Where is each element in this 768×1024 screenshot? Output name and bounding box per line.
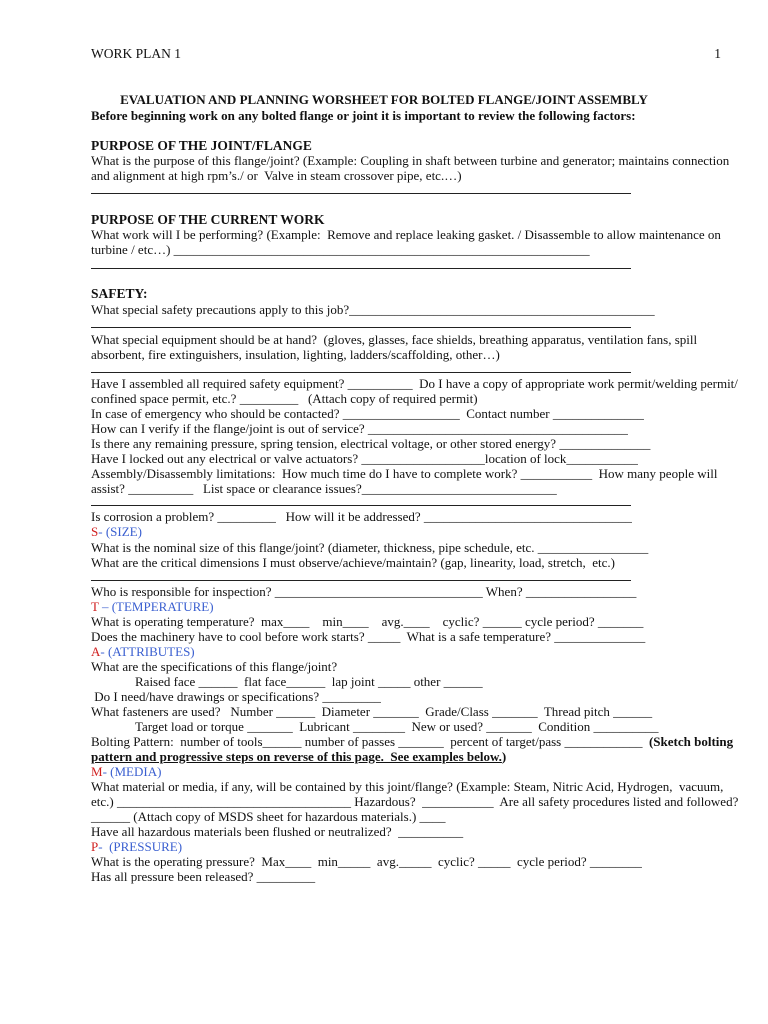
- answer-line: [91, 193, 631, 194]
- bolting-pattern-note: (Sketch bolting: [648, 734, 734, 749]
- temperature-question: What is operating temperature? max____ min____ avg.____ cyclic? ______ cycle period? _______: [91, 614, 644, 629]
- safety-question: What special equipment should be at hand? (gloves, glasses, face shields, breathing apparatus, ventilation fans, spill: [91, 332, 698, 347]
- media-key-letter: M: [91, 764, 103, 779]
- section-label-attributes: [91, 644, 195, 659]
- safety-question: absorbent, fire extinguishers, insulation, lighting, ladders/scaffolding, other…): [91, 347, 500, 362]
- pressure-question: What is the operating pressure? Max____ min_____ avg._____ cyclic? _____ cycle period? ________: [91, 854, 642, 869]
- size-key-letter: S: [91, 524, 99, 539]
- bolting-pattern-question: [91, 734, 733, 749]
- bolting-pattern-close: ): [501, 749, 507, 764]
- document-title: EVALUATION AND PLANNING WORSHEET FOR BOLTED FLANGE/JOINT ASSEMBLY: [120, 92, 648, 107]
- safety-question: Have I assembled all required safety equipment? __________ Do I have a copy of appropriate work permit/welding permit/: [91, 376, 738, 391]
- section-label-size: [91, 524, 142, 539]
- safety-question: Is there any remaining pressure, spring tension, electrical voltage, or other stored energy? ______________: [91, 436, 651, 451]
- purpose-joint-question-line-2: and alignment at high rpm’s./ or Valve in steam crossover pipe, etc.…): [91, 168, 462, 183]
- size-question: What are the critical dimensions I must observe/achieve/maintain? (gap, linearity, load, stretch, etc.): [91, 555, 616, 570]
- answer-line: [91, 268, 631, 269]
- attributes-question: What fasteners are used? Number ______ Diameter _______ Grade/Class _______ Thread pitch ______: [91, 704, 653, 719]
- page-number: 1: [714, 46, 721, 61]
- temperature-question: Does the machinery have to cool before work starts? _____ What is a safe temperature? ______________: [91, 629, 646, 644]
- section-label-temperature: [91, 599, 214, 614]
- section-heading-purpose-joint: PURPOSE OF THE JOINT/FLANGE: [91, 138, 312, 153]
- section-heading-purpose-work: PURPOSE OF THE CURRENT WORK: [91, 212, 325, 227]
- pressure-label-text: - (PRESSURE): [98, 839, 183, 854]
- pressure-question: Has all pressure been released? _________: [91, 869, 316, 884]
- answer-line: [91, 327, 631, 328]
- media-question: ______ (Attach copy of MSDS sheet for hazardous materials.) ____: [91, 809, 446, 824]
- size-label-text: - (SIZE): [98, 524, 142, 539]
- media-label-text: - (MEDIA): [102, 764, 162, 779]
- temperature-label-text: – (TEMPERATURE): [98, 599, 214, 614]
- media-question: Have all hazardous materials been flushed or neutralized? __________: [91, 824, 464, 839]
- size-question: What is the nominal size of this flange/joint? (diameter, thickness, pipe schedule, etc. _________________: [91, 540, 649, 555]
- attributes-key-letter: A: [91, 644, 101, 659]
- section-label-media: [91, 764, 161, 779]
- safety-question: Have I locked out any electrical or valve actuators? ___________________location of lock___________: [91, 451, 638, 466]
- answer-line: [91, 580, 631, 581]
- safety-question: assist? __________ List space or clearance issues?______________________________: [91, 481, 557, 496]
- temperature-key-letter: T: [91, 599, 99, 614]
- pressure-key-letter: P: [91, 839, 99, 854]
- attributes-question: What are the specifications of this flange/joint?: [91, 659, 338, 674]
- safety-question: In case of emergency who should be contacted? __________________ Contact number ______________: [91, 406, 644, 421]
- media-question: etc.) ____________________________________ Hazardous? ___________ Are all safety procedures listed and followed?: [91, 794, 739, 809]
- answer-line: [91, 505, 631, 506]
- safety-question: Is corrosion a problem? _________ How will it be addressed? ________________________________: [91, 509, 632, 524]
- bolting-pattern-instruction: pattern and progressive steps on reverse of this page. See examples below.: [91, 749, 502, 764]
- attributes-question: Do I need/have drawings or specifications? _________: [91, 689, 381, 704]
- section-heading-safety: SAFETY:: [91, 286, 148, 301]
- attributes-question: Target load or torque _______ Lubricant ________ New or used? _______ Condition __________: [135, 719, 659, 734]
- purpose-work-question-line-2: turbine / etc…) ________________________________________________________________: [91, 242, 590, 257]
- bolting-pattern-note-cont: [91, 749, 506, 764]
- safety-question: What special safety precautions apply to this job?_______________________________________________: [91, 302, 655, 317]
- purpose-joint-question-line-1: What is the purpose of this flange/joint? (Example: Coupling in shaft between turbine and generator; maintains connection: [91, 153, 730, 168]
- bolting-pattern-text: Bolting Pattern: number of tools______ number of passes _______ percent of target/pass ____________: [91, 734, 649, 749]
- attributes-label-text: - (ATTRIBUTES): [100, 644, 195, 659]
- safety-question: Assembly/Disassembly limitations: How much time do I have to complete work? ___________ How many people will: [91, 466, 718, 481]
- safety-question: confined space permit, etc.? _________ (Attach copy of required permit): [91, 391, 478, 406]
- purpose-work-question-line-1: What work will I be performing? (Example: Remove and replace leaking gasket. / Disassemble to allow maintenance on: [91, 227, 721, 242]
- page-header-title: WORK PLAN 1: [91, 46, 181, 61]
- intro-text: Before beginning work on any bolted flange or joint it is important to review the following factors:: [91, 108, 636, 123]
- size-question: Who is responsible for inspection? ________________________________ When? _________________: [91, 584, 637, 599]
- attributes-question: Raised face ______ flat face______ lap joint _____ other ______: [135, 674, 483, 689]
- section-label-pressure: [91, 839, 182, 854]
- media-question: What material or media, if any, will be contained by this joint/flange? (Example: Steam, Nitric Acid, Hydrogen, vacuum,: [91, 779, 724, 794]
- answer-line: [91, 372, 631, 373]
- safety-question: How can I verify if the flange/joint is out of service? ________________________________________: [91, 421, 628, 436]
